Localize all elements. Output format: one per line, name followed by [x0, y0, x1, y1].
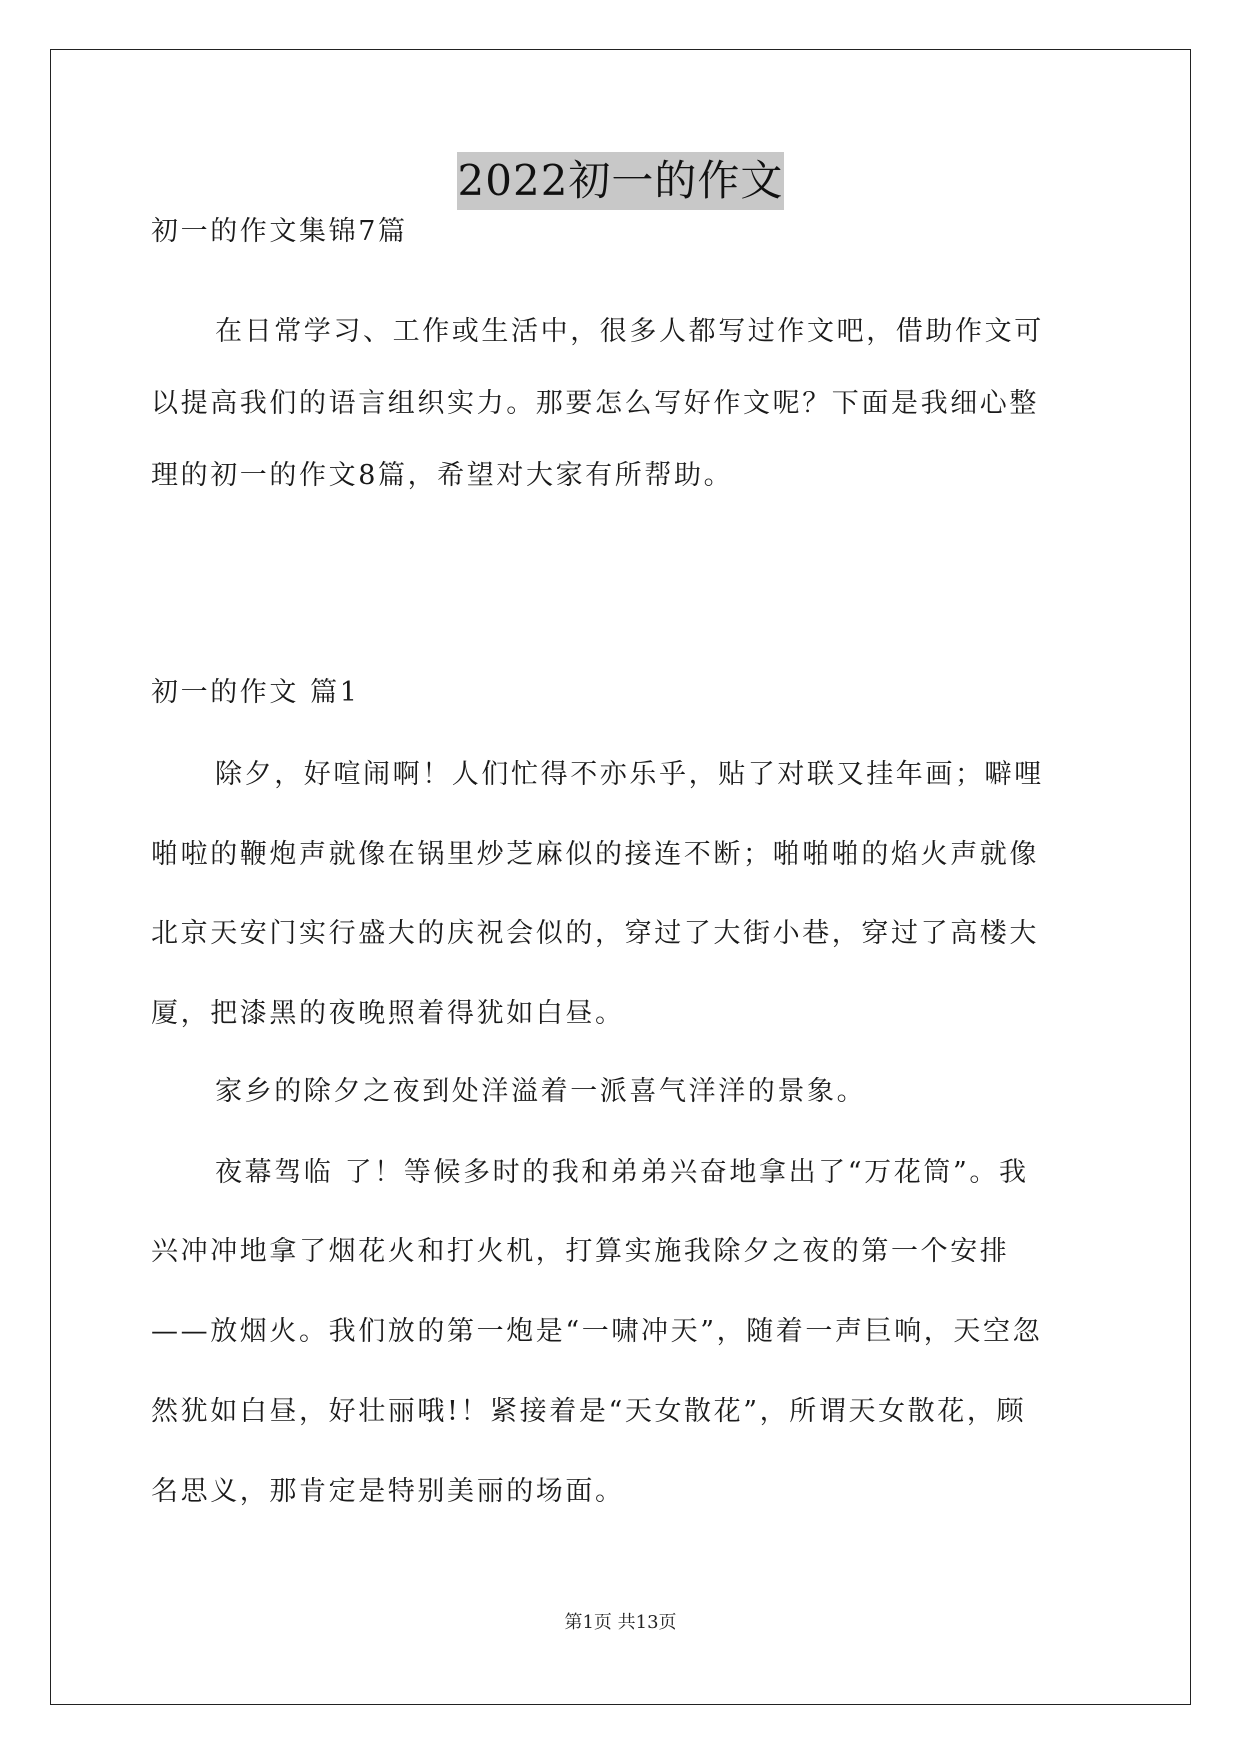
document-title: 2022初一的作文: [457, 152, 785, 210]
para3-line-3: ——放烟火。我们放的第一炮是“一啸冲天”，随着一声巨响，天空忽: [151, 1316, 1043, 1347]
title-wrap: [0, 152, 1241, 210]
para3-line-1: 夜幕驾临 了！等候多时的我和弟弟兴奋地拿出了“万花筒”。我: [215, 1157, 1029, 1188]
para1-line-3: 北京天安门实行盛大的庆祝会似的，穿过了大街小巷，穿过了高楼大: [151, 918, 1039, 949]
para1-line-1: 除夕，好喧闹啊！人们忙得不亦乐乎，贴了对联又挂年画；噼哩: [215, 759, 1044, 790]
para1-line-2: 啪啦的鞭炮声就像在锅里炒芝麻似的接连不断；啪啪啪的焰火声就像: [151, 839, 1039, 870]
page-footer: [0, 1608, 1241, 1634]
para3-line-2: 兴冲冲地拿了烟花火和打火机，打算实施我除夕之夜的第一个安排: [151, 1236, 1010, 1267]
section-heading: 初一的作文 篇1: [151, 677, 360, 708]
page-border: [50, 49, 1191, 1705]
para3-line-5: 名思义，那肯定是特别美丽的场面。: [151, 1476, 625, 1507]
intro-line-1: 在日常学习、工作或生活中，很多人都写过作文吧，借助作文可: [215, 316, 1044, 347]
para3-line-4: 然犹如白昼，好壮丽哦!！紧接着是“天女散花”，所谓天女散花，顾: [151, 1396, 1027, 1427]
page-number: 第1页 共13页: [564, 1612, 677, 1633]
para1-line-4: 厦，把漆黑的夜晚照着得犹如白昼。: [151, 998, 625, 1029]
intro-line-2: 以提高我们的语言组织实力。那要怎么写好作文呢？下面是我细心整: [151, 388, 1039, 419]
para2-line-1: 家乡的除夕之夜到处洋溢着一派喜气洋洋的景象。: [215, 1076, 867, 1107]
intro-line-3: 理的初一的作文8篇，希望对大家有所帮助。: [151, 460, 734, 491]
subtitle: 初一的作文集锦7篇: [151, 216, 408, 247]
